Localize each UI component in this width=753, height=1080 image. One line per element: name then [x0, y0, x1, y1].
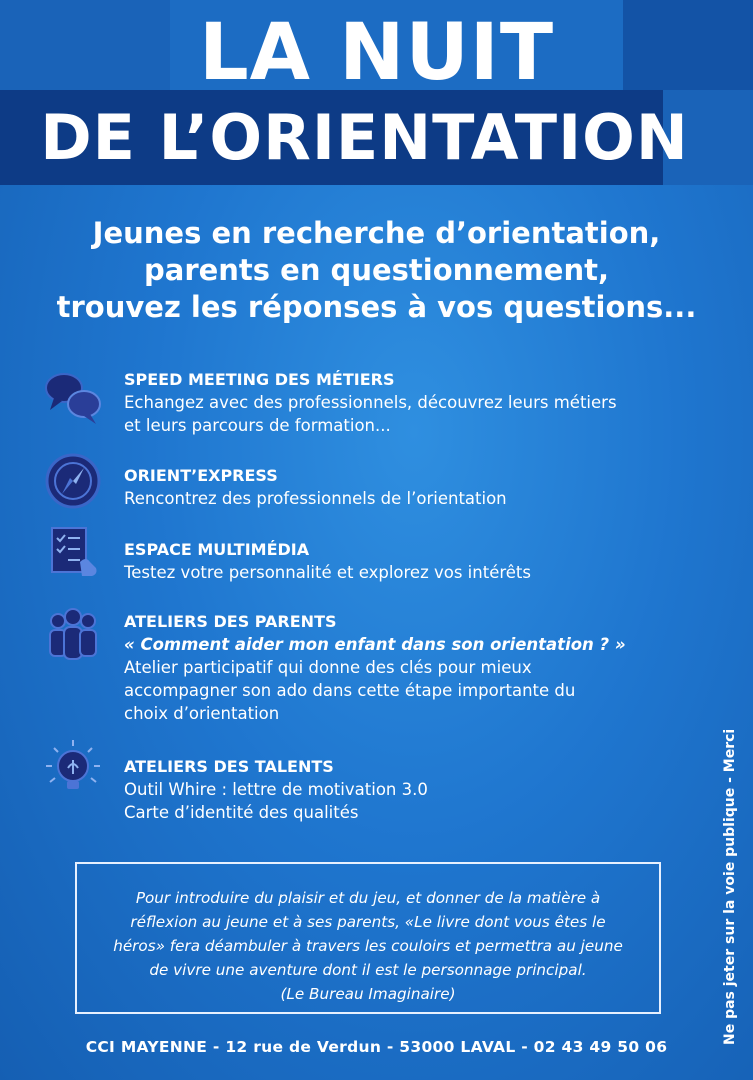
- lightbulb-icon: [42, 738, 104, 800]
- item-text: Rencontrez des professionnels de l’orientation: [124, 489, 507, 508]
- tagline: [0, 215, 753, 326]
- info-box-line: Pour introduire du plaisir et du jeu, et donner de la matière à: [135, 889, 601, 907]
- info-box: [75, 862, 661, 1014]
- item-title: ATELIERS DES PARENTS: [124, 612, 337, 631]
- people-group-icon: [42, 605, 104, 667]
- item-quote: « Comment aider mon enfant dans son orientation ? »: [124, 635, 626, 654]
- item-text: Atelier participatif qui donne des clés pour mieux: [124, 658, 532, 677]
- item-text: et leurs parcours de formation...: [124, 416, 391, 435]
- info-box-line: de vivre une aventure dont il est le personnage principal.: [149, 961, 587, 979]
- checklist-hand-icon: [42, 522, 104, 584]
- item-text: Echangez avec des professionnels, découvrez leurs métiers: [124, 393, 617, 412]
- info-box-line: héros» fera déambuler à travers les couloirs et permettra au jeune: [113, 937, 623, 955]
- list-item: [124, 611, 694, 725]
- compass-icon: [42, 450, 104, 512]
- item-title: ESPACE MULTIMÉDIA: [124, 540, 310, 559]
- list-item: [124, 465, 694, 510]
- page-title-line1: LA NUIT: [198, 8, 555, 98]
- item-title: ORIENT’EXPRESS: [124, 466, 278, 485]
- item-text: Testez votre personnalité et explorez vos intérêts: [124, 563, 531, 582]
- item-text: Carte d’identité des qualités: [124, 803, 359, 822]
- item-text: choix d’orientation: [124, 704, 280, 723]
- list-item: [124, 756, 694, 824]
- list-item: [124, 369, 694, 437]
- list-item: [124, 539, 694, 584]
- tagline-line: parents en questionnement,: [143, 253, 609, 287]
- tagline-line: trouvez les réponses à vos questions...: [56, 290, 697, 324]
- item-text: Outil Whire : lettre de motivation 3.0: [124, 780, 428, 799]
- item-title: SPEED MEETING DES MÉTIERS: [124, 370, 395, 389]
- info-box-credit: (Le Bureau Imaginaire): [280, 985, 456, 1003]
- item-text: accompagner son ado dans cette étape importante du: [124, 681, 576, 700]
- side-note: Ne pas jeter sur la voie publique - Merci: [722, 728, 738, 1045]
- info-box-line: réflexion au jeune et à ses parents, «Le livre dont vous êtes le: [130, 913, 606, 931]
- page-title-line2: DE L’ORIENTATION: [40, 101, 689, 174]
- footer-address: CCI MAYENNE - 12 rue de Verdun - 53000 LAVAL - 02 43 49 50 06: [85, 1038, 668, 1056]
- speech-bubbles-icon: [42, 368, 104, 430]
- tagline-line: Jeunes en recherche d’orientation,: [92, 216, 661, 250]
- item-title: ATELIERS DES TALENTS: [124, 757, 334, 776]
